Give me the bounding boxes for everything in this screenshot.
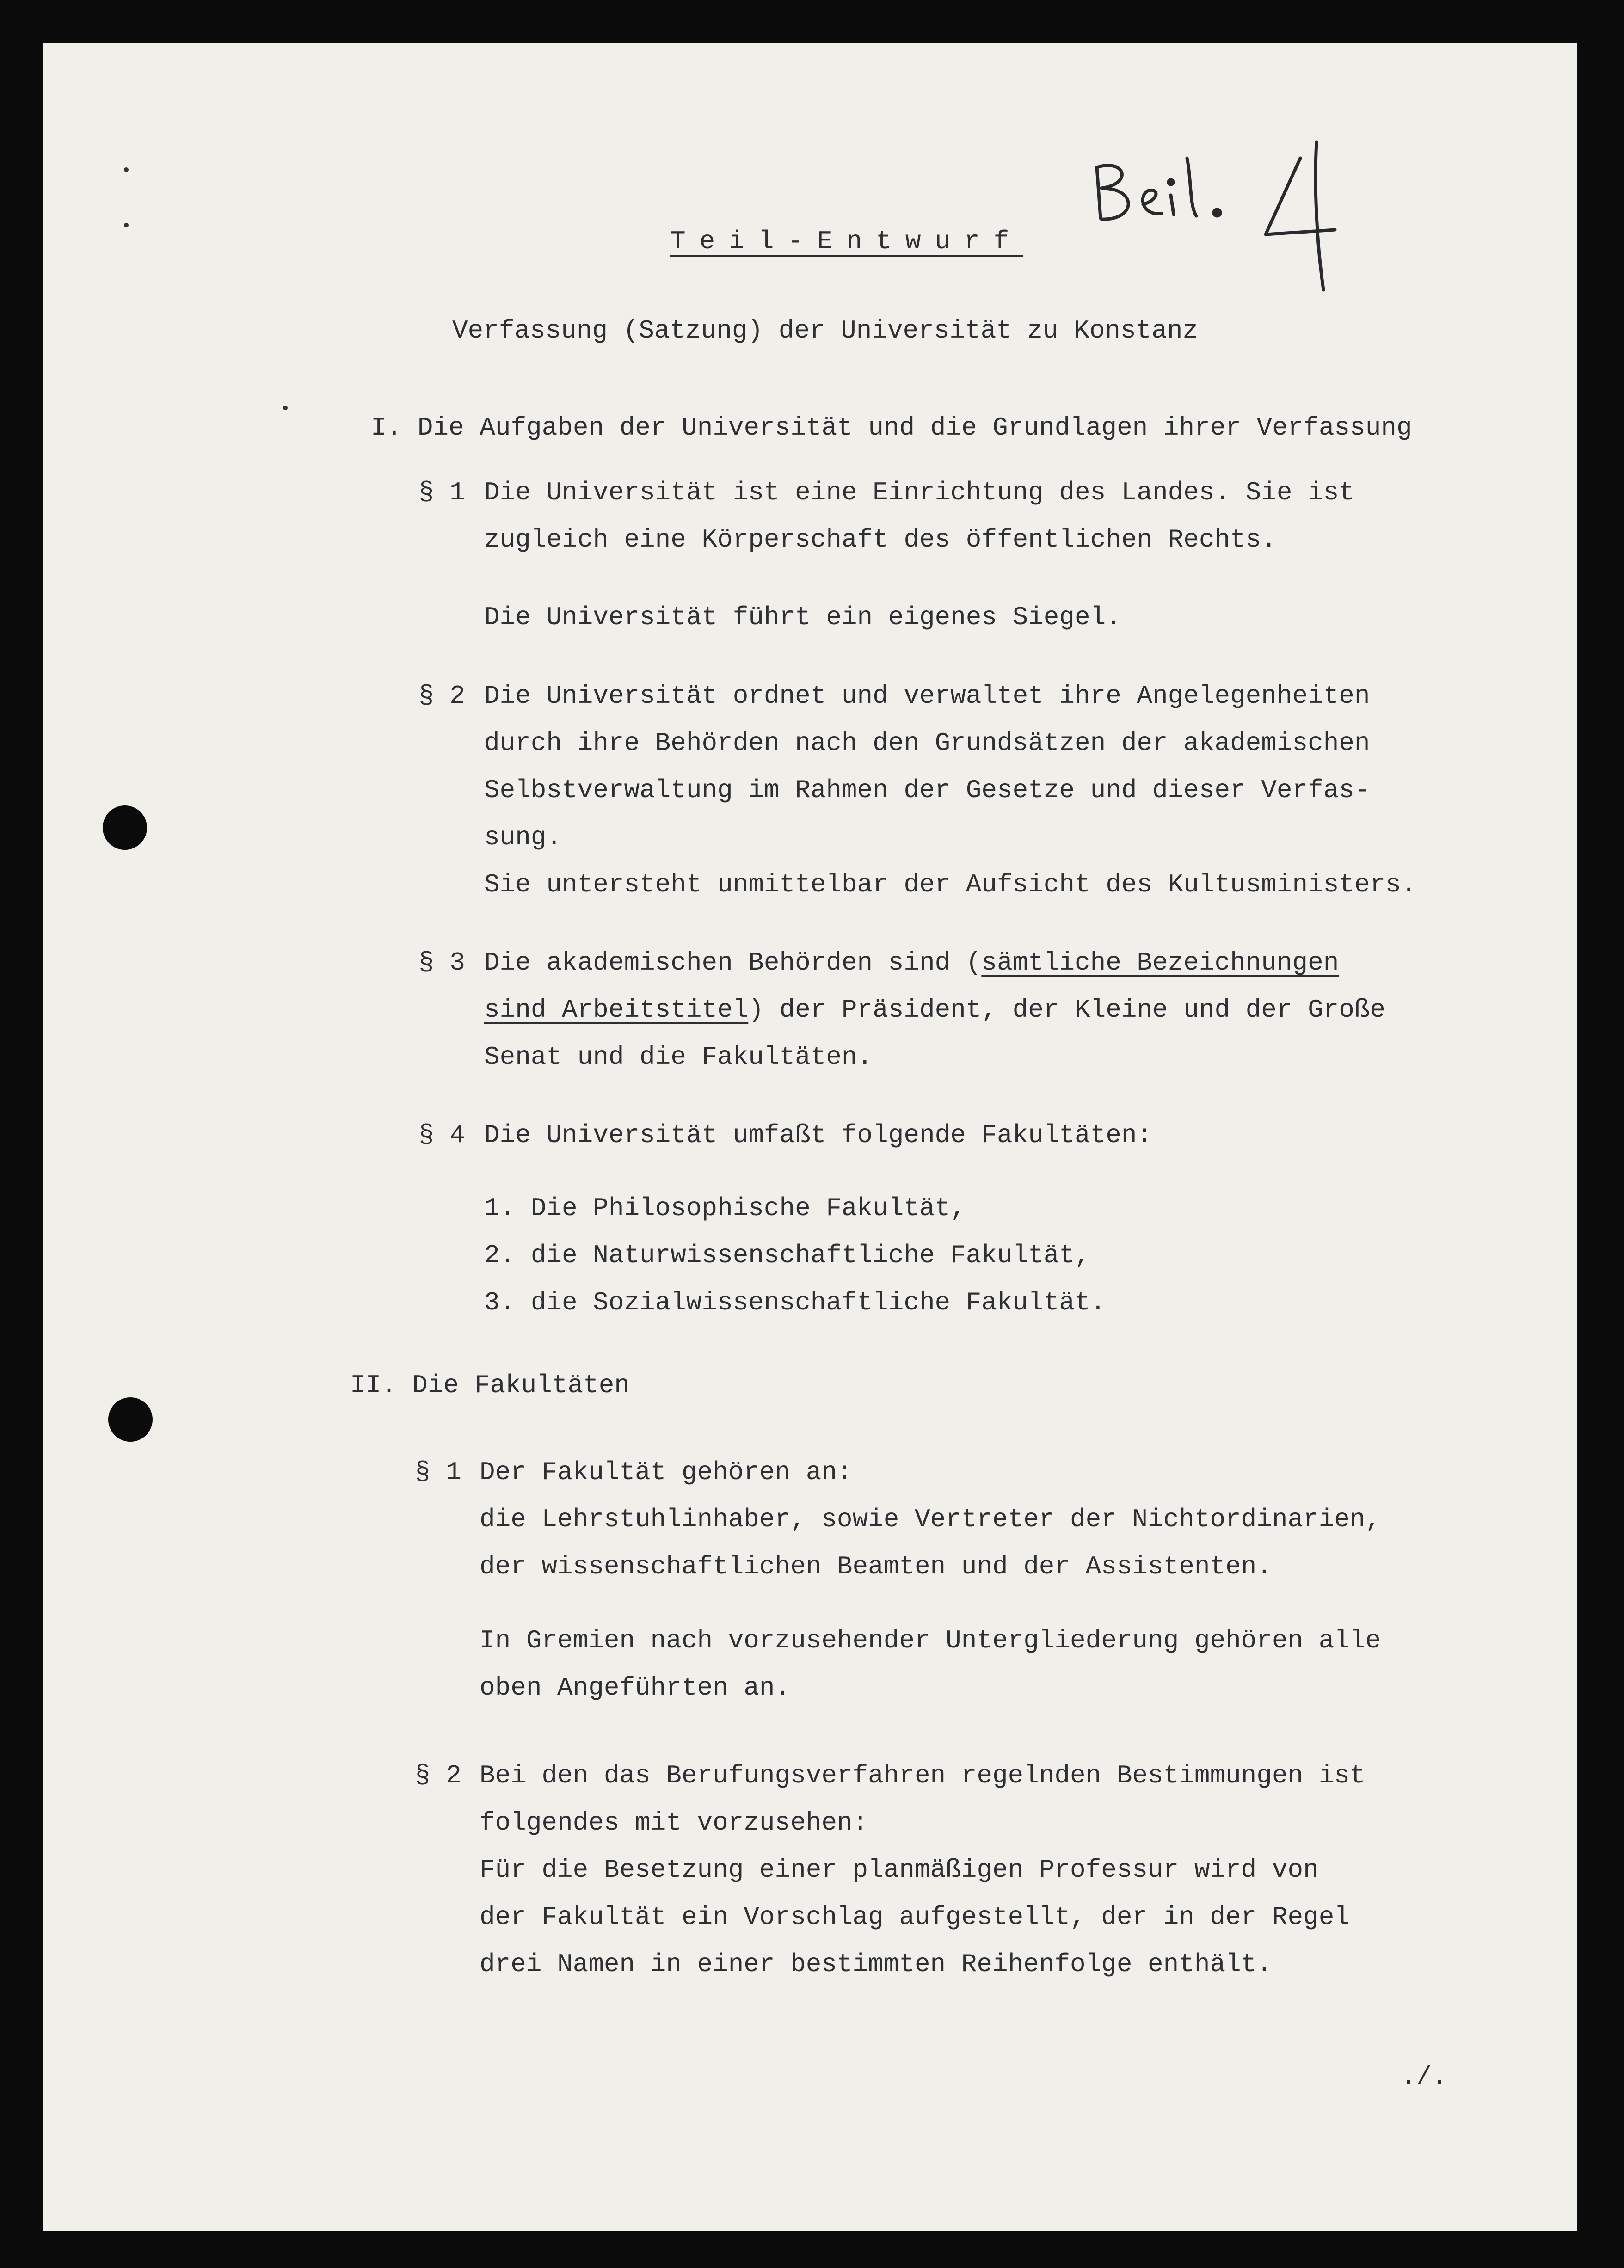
- section-heading-2: II. Die Fakultäten: [350, 1371, 630, 1400]
- paper-speck: [124, 223, 129, 227]
- paragraph-line: sung.: [484, 823, 562, 852]
- paragraph-line: In Gremien nach vorzusehender Untergliederung gehören alle: [480, 1626, 1381, 1655]
- paragraph-line: zugleich eine Körperschaft des öffentlichen Rechts.: [484, 525, 1277, 554]
- document-subtitle: Verfassung (Satzung) der Universität zu Konstanz: [452, 316, 1199, 345]
- paragraph-line: die Lehrstuhlinhaber, sowie Vertreter der Nichtordinarien,: [480, 1505, 1381, 1534]
- paragraph-line: der wissenschaftlichen Beamten und der Assistenten.: [480, 1552, 1272, 1581]
- paragraph-line: Die Universität umfaßt folgende Fakultäten:: [484, 1120, 1153, 1150]
- paragraph-line: sind Arbeitstitel) der Präsident, der Kleine und der Große: [484, 995, 1386, 1025]
- paragraph-line: Senat und die Fakultäten.: [484, 1042, 873, 1072]
- paragraph-line: Die Universität führt ein eigenes Siegel.: [484, 602, 1121, 632]
- document-title: Teil-Entwurf: [670, 227, 1023, 256]
- paragraph-line: oben Angeführten an.: [480, 1673, 791, 1703]
- paragraph-marker: § 1: [415, 1457, 461, 1487]
- paragraph-line: Selbstverwaltung im Rahmen der Gesetze und dieser Verfas-: [484, 775, 1370, 805]
- paragraph-line: Der Fakultät gehören an:: [480, 1457, 853, 1487]
- paragraph-line: der Fakultät ein Vorschlag aufgestellt, der in der Regel: [480, 1902, 1350, 1932]
- paragraph-marker: § 3: [418, 948, 465, 977]
- paragraph-marker: § 2: [415, 1761, 461, 1790]
- punch-hole: [103, 805, 147, 850]
- paragraph-line: Bei den das Berufungsverfahren regelnden Bestimmungen ist: [480, 1761, 1366, 1790]
- paragraph-marker: § 1: [418, 478, 465, 507]
- punch-hole: [108, 1397, 153, 1442]
- paragraph-line: drei Namen in einer bestimmten Reihenfolge enthält.: [480, 1949, 1272, 1979]
- paragraph-marker: § 4: [418, 1120, 465, 1150]
- continuation-mark: ./.: [1401, 2062, 1447, 2092]
- paragraph-line: durch ihre Behörden nach den Grundsätzen der akademischen: [484, 728, 1370, 758]
- list-item: 1. Die Philosophische Fakultät,: [484, 1193, 966, 1223]
- paragraph-line: Die akademischen Behörden sind (sämtliche Bezeichnungen: [484, 948, 1339, 977]
- list-item: 3. die Sozialwissenschaftliche Fakultät.: [484, 1288, 1106, 1317]
- paragraph-line: Für die Besetzung einer planmäßigen Professur wird von: [480, 1855, 1319, 1885]
- document-page: [43, 43, 1577, 2231]
- handwritten-annotation: [1083, 130, 1407, 297]
- paragraph-line: Sie untersteht unmittelbar der Aufsicht des Kultusministers.: [484, 870, 1417, 899]
- paragraph-line: folgendes mit vorzusehen:: [480, 1808, 868, 1838]
- paper-speck: [283, 406, 288, 410]
- list-item: 2. die Naturwissenschaftliche Fakultät,: [484, 1241, 1090, 1270]
- paragraph-line: Die Universität ist eine Einrichtung des Landes. Sie ist: [484, 478, 1354, 507]
- section-heading-1: I. Die Aufgaben der Universität und die Grundlagen ihrer Verfassung: [371, 413, 1412, 443]
- paper-speck: [124, 167, 129, 172]
- paragraph-line: Die Universität ordnet und verwaltet ihre Angelegenheiten: [484, 681, 1370, 711]
- paragraph-marker: § 2: [418, 681, 465, 711]
